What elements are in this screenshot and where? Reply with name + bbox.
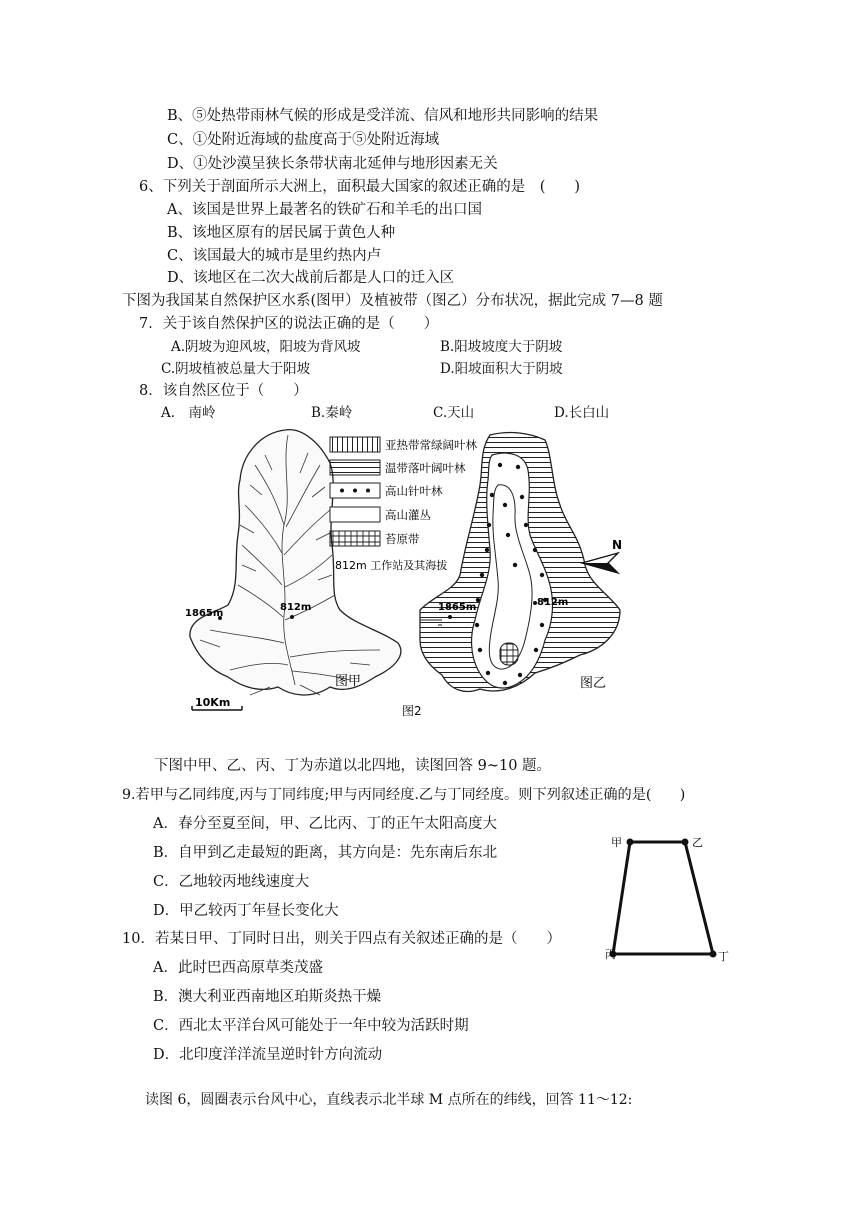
- q5-option-d: D、①处沙漠呈狭长条带状南北延伸与地形因素无关: [167, 156, 498, 172]
- q6-option-c: C、该国最大的城市是里约热内卢: [167, 248, 382, 264]
- svg-text:亚热带常绿阔叶林: 亚热带常绿阔叶林: [385, 438, 477, 452]
- q7-option-c: C.阴坡植被总量大于阳坡: [161, 361, 311, 377]
- q9-option-a: A．春分至夏至间，甲、乙比丙、丁的正午太阳高度大: [153, 816, 497, 832]
- elev-1865-jia: 1865m: [185, 608, 224, 619]
- elev-812-jia: 812m: [280, 602, 312, 613]
- north-label: N: [612, 538, 623, 552]
- figure-2-nature-reserve: [180, 425, 630, 725]
- label-jia: 图甲: [335, 674, 362, 689]
- q9-stem: 9.若甲与乙同纬度,丙与丁同纬度;甲与丙同经度.乙与丁同经度。则下列叙述正确的是( ): [122, 787, 686, 803]
- point-yi: 乙: [692, 836, 703, 849]
- scale-label: 10Km: [195, 696, 231, 709]
- q6-option-b: B、该地区原有的居民属于黄色人种: [167, 225, 396, 241]
- q10-option-d: D．北印度洋洋流呈逆时针方向流动: [153, 1047, 383, 1063]
- q9-option-b: B．自甲到乙走最短的距离，其方向是：先东南后东北: [153, 845, 498, 861]
- q5-option-b: B、⑤处热带雨林气候的形成是受洋流、信风和地形共同影响的结果: [167, 108, 599, 124]
- svg-text:812m 工作站及其海拔: 812m 工作站及其海拔: [335, 559, 448, 572]
- q7-8-intro: 下图为我国某自然保护区水系(图甲）及植被带（图乙）分布状况，据此完成 7—8 题: [122, 293, 663, 309]
- tundra-zone: [500, 643, 518, 665]
- q8-option-d: D.长白山: [554, 405, 610, 421]
- svg-text:高山灌丛: 高山灌丛: [385, 508, 431, 522]
- q8-option-c: C.天山: [433, 405, 475, 421]
- q6-stem: 6、下列关于剖面所示大洲上，面积最大国家的叙述正确的是 ( ): [139, 179, 581, 195]
- svg-text:温带落叶阔叶林: 温带落叶阔叶林: [385, 461, 466, 475]
- q11-12-intro: 读图 6，圆圈表示台风中心，直线表示北半球 M 点所在的纬线，回答 11～12:: [145, 1092, 633, 1108]
- label-yi: 图乙: [580, 676, 607, 691]
- q10-option-b: B．澳大利亚西南地区珀斯炎热干燥: [153, 989, 382, 1005]
- q10-option-a: A．此时巴西高原草类茂盛: [153, 960, 323, 976]
- q8-stem: 8．该自然区位于（ ）: [139, 383, 308, 399]
- elev-1865-yi: 1865m: [438, 602, 477, 613]
- q7-option-b: B.阳坡坡度大于阴坡: [440, 339, 563, 355]
- svg-text:高山针叶林: 高山针叶林: [385, 484, 443, 498]
- q6-option-a: A、该国是世界上最著名的铁矿石和羊毛的出口国: [167, 202, 482, 218]
- q7-option-a: A.阴坡为迎风坡，阳坡为背风坡: [171, 339, 361, 355]
- q10-option-c: C．西北太平洋台风可能处于一年中较为活跃时期: [153, 1018, 469, 1034]
- figure-caption: 图2: [402, 704, 422, 718]
- point-jia: 甲: [611, 836, 622, 849]
- q5-option-c: C、①处附近海域的盐度高于⑤处附近海域: [167, 132, 440, 148]
- q8-option-a: A. 南岭: [161, 405, 216, 421]
- legend: [330, 437, 477, 572]
- q7-option-d: D.阳坡面积大于阴坡: [440, 361, 563, 377]
- q8-option-b: B.秦岭: [311, 405, 353, 421]
- elev-812-yi: 812m: [537, 597, 569, 608]
- q9-10-intro: 下图中甲、乙、丙、丁为赤道以北四地，读图回答 9~10 题。: [154, 758, 552, 774]
- point-bing: 丙: [605, 948, 616, 961]
- quad-figure: [605, 830, 745, 965]
- point-ding: 丁: [718, 950, 729, 963]
- q7-stem: 7．关于该自然保护区的说法正确的是（ ）: [139, 316, 439, 332]
- q6-option-d: D、该地区在二次大战前后都是人口的迁入区: [167, 270, 455, 286]
- q9-option-c: C．乙地较丙地线速度大: [153, 874, 310, 890]
- q9-option-d: D．甲乙较丙丁年昼长变化大: [153, 903, 339, 919]
- svg-text:苔原带: 苔原带: [385, 532, 420, 546]
- q10-stem: 10．若某日甲、丁同时日出，则关于四点有关叙述正确的是（ ）: [122, 931, 561, 947]
